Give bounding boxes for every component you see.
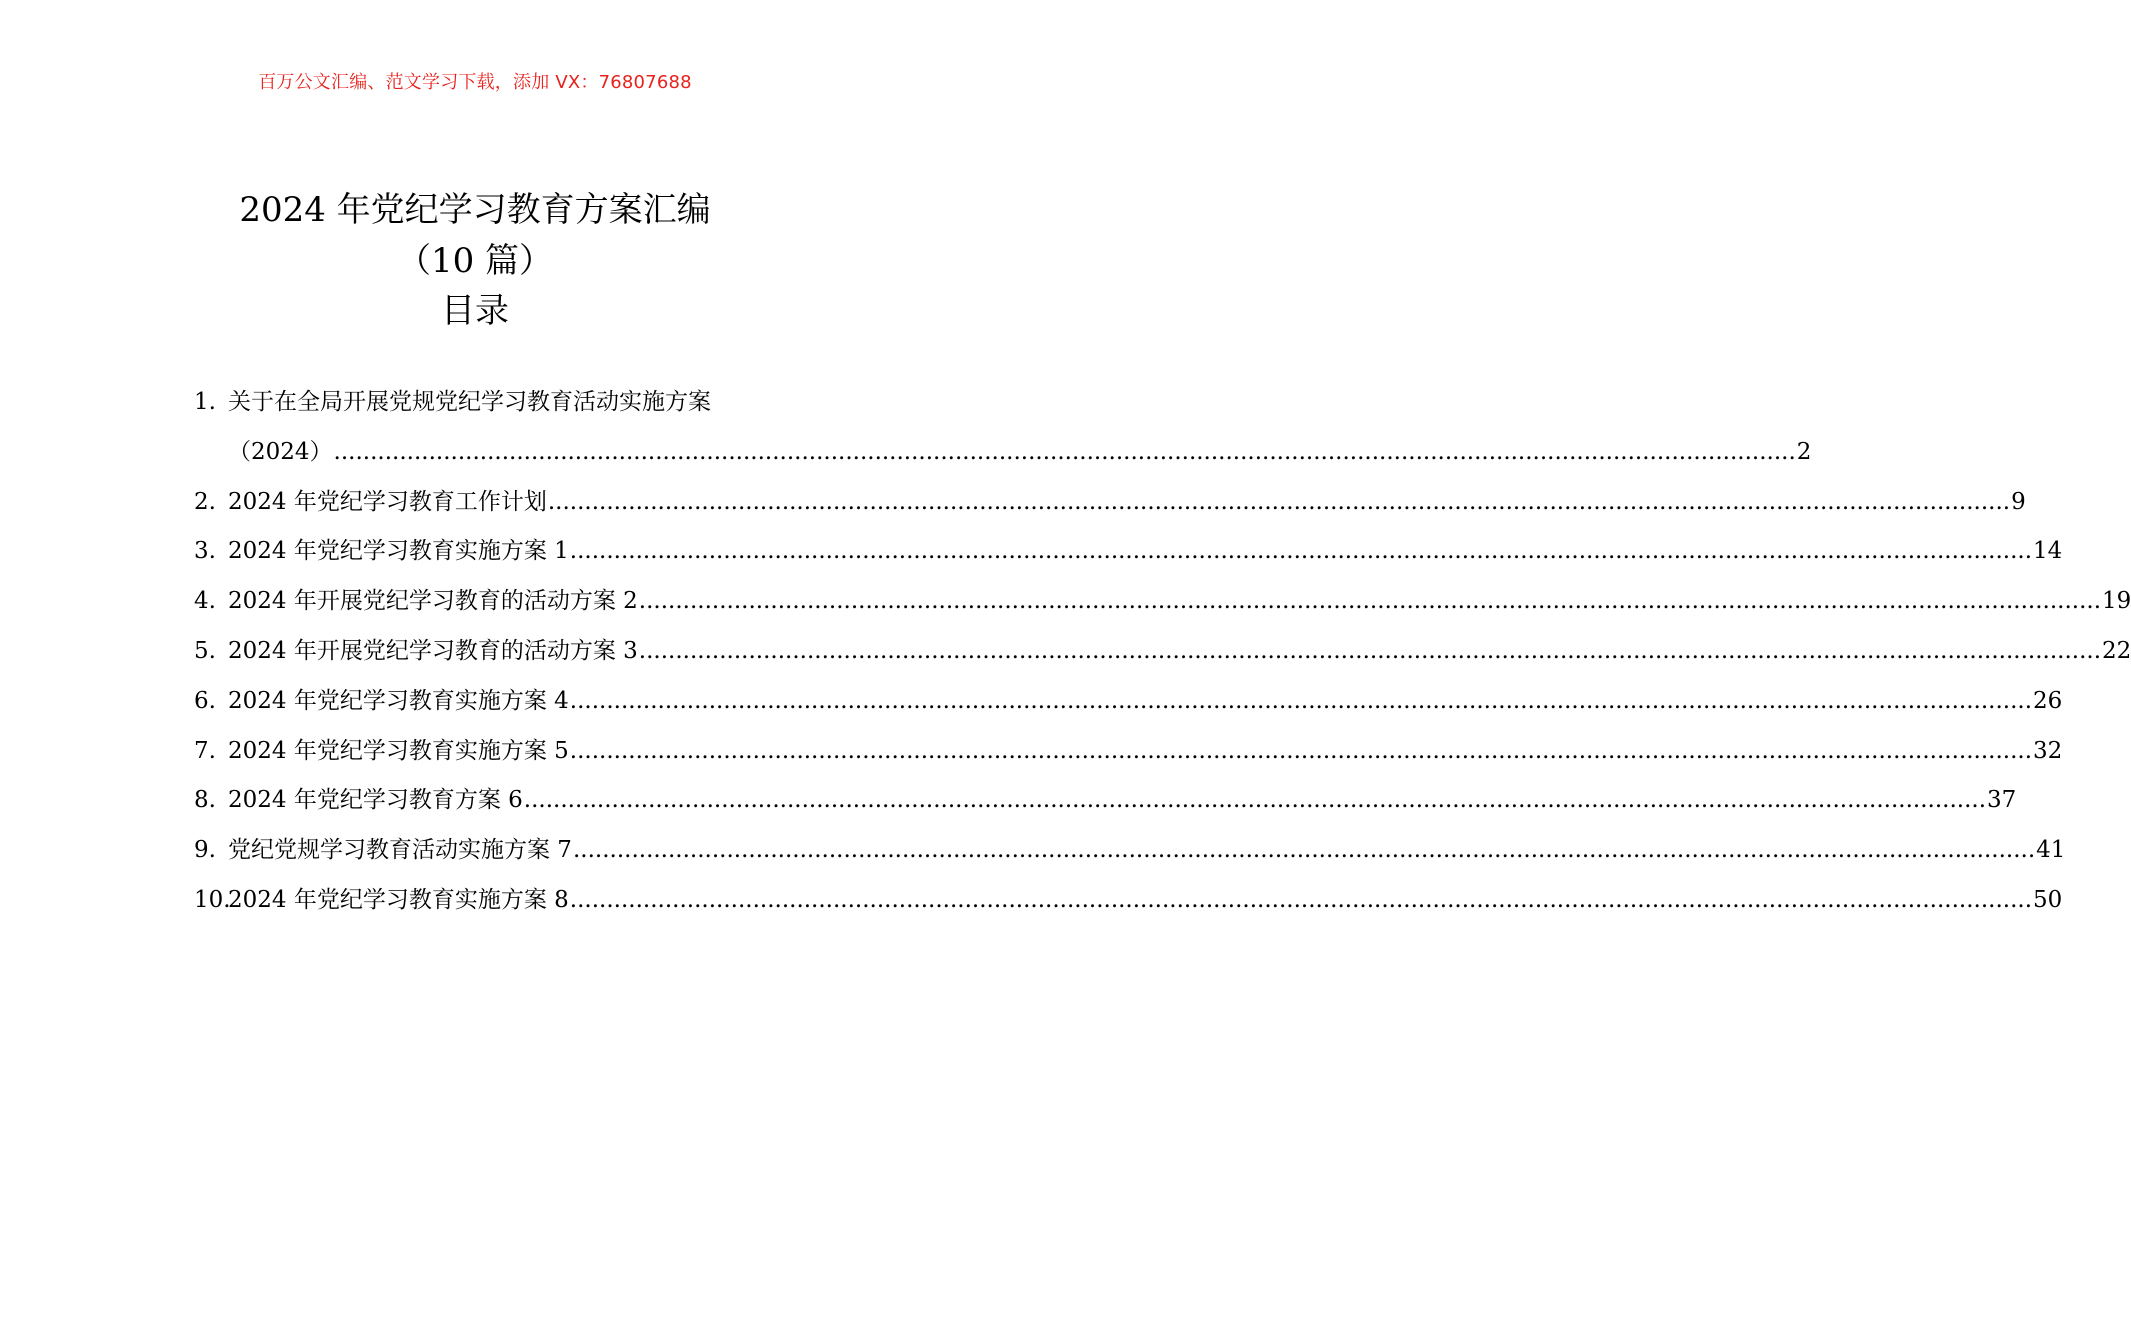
toc-page-number: 22 <box>2102 637 2131 664</box>
toc-entry-title: 2024 年党纪学习教育实施方案 5 <box>228 737 569 764</box>
toc-entry-title: 2024 年党纪学习教育工作计划 <box>228 488 547 515</box>
toc-page-number: 32 <box>2033 737 2063 764</box>
toc-entry-title: 2024 年党纪学习教育实施方案 8 <box>228 886 569 913</box>
toc-page-number: 19 <box>2102 588 2131 615</box>
toc-entry-title: 2024 年党纪学习教育实施方案 1 <box>228 538 569 565</box>
toc-heading: 目录 <box>441 291 509 331</box>
toc-entry-title: 2024 年党纪学习教育方案 6 <box>228 787 523 814</box>
toc-page-number: 2 <box>1796 438 1812 465</box>
toc-entry-number: 9. <box>194 837 216 864</box>
toc-leader-dots: ........................................................................................................................................................................................................ <box>569 687 2033 714</box>
table-of-contents <box>194 383 2131 931</box>
toc-entry-number: 6. <box>194 687 216 714</box>
toc-entry-number: 3. <box>194 538 216 565</box>
toc-leader-dots: ........................................................................................................................................................................................................ <box>569 737 2033 764</box>
toc-page-number: 9 <box>2011 488 2026 515</box>
toc-page-number: 26 <box>2033 687 2063 714</box>
toc-leader-dots: ........................................................................................................................................................................................................ <box>638 588 2102 615</box>
toc-entry-1-continuation[interactable] <box>194 433 1812 483</box>
toc-leader-dots: ........................................................................................................................................................................................................ <box>638 637 2102 664</box>
toc-entry-title: 2024 年开展党纪学习教育的活动方案 3 <box>228 637 638 664</box>
toc-entry-2[interactable] <box>194 483 2026 533</box>
toc-entry-title: 2024 年党纪学习教育实施方案 4 <box>228 687 569 714</box>
toc-leader-dots: ........................................................................................................................................................................................................ <box>572 837 2036 864</box>
doc-title: 2024 年党纪学习教育方案汇编 <box>239 190 711 230</box>
toc-entry-3[interactable] <box>194 532 2063 582</box>
toc-page-number: 37 <box>1987 787 2017 814</box>
toc-entry-number: 5. <box>194 637 216 664</box>
toc-entry-number: 1. <box>194 389 216 415</box>
toc-leader-dots: ........................................................................................................................................................................................................ <box>569 886 2033 913</box>
toc-entry-title-cont: （2024） <box>228 438 333 465</box>
promo-header: 百万公文汇编、范文学习下载，添加 VX：76807688 <box>258 72 692 93</box>
toc-page-number: 50 <box>2033 886 2063 913</box>
toc-entry-8[interactable] <box>194 781 2017 831</box>
toc-entry-number: 2. <box>194 488 216 515</box>
toc-entry-1[interactable] <box>194 383 806 433</box>
toc-entry-title: 2024 年开展党纪学习教育的活动方案 2 <box>228 588 638 615</box>
toc-leader-dots: ........................................................................................................................................................................................................ <box>523 787 1987 814</box>
doc-subtitle: （10 篇） <box>396 241 554 281</box>
toc-entry-6[interactable] <box>194 682 2063 732</box>
toc-entry-4[interactable] <box>194 582 2131 632</box>
toc-entry-10[interactable] <box>194 881 2063 931</box>
toc-entry-5[interactable] <box>194 632 2131 682</box>
toc-leader-dots: ........................................................................................................................................................................................................ <box>569 538 2033 565</box>
toc-leader-dots: ........................................................................................................................................................................................................ <box>333 438 1796 465</box>
toc-entry-7[interactable] <box>194 732 2063 782</box>
toc-entry-number: 4. <box>194 588 216 615</box>
toc-page-number: 14 <box>2033 538 2063 565</box>
toc-entry-number: 8. <box>194 787 216 814</box>
toc-entry-9[interactable] <box>194 831 2066 881</box>
toc-entry-number: 7. <box>194 737 216 764</box>
toc-entry-title: 党纪党规学习教育活动实施方案 7 <box>228 837 572 864</box>
toc-page-number: 41 <box>2036 837 2066 864</box>
toc-entry-number: 10. <box>194 886 231 913</box>
toc-leader-dots: ........................................................................................................................................................................................................ <box>547 488 2011 515</box>
toc-entry-title: 关于在全局开展党规党纪学习教育活动实施方案 <box>228 389 711 415</box>
